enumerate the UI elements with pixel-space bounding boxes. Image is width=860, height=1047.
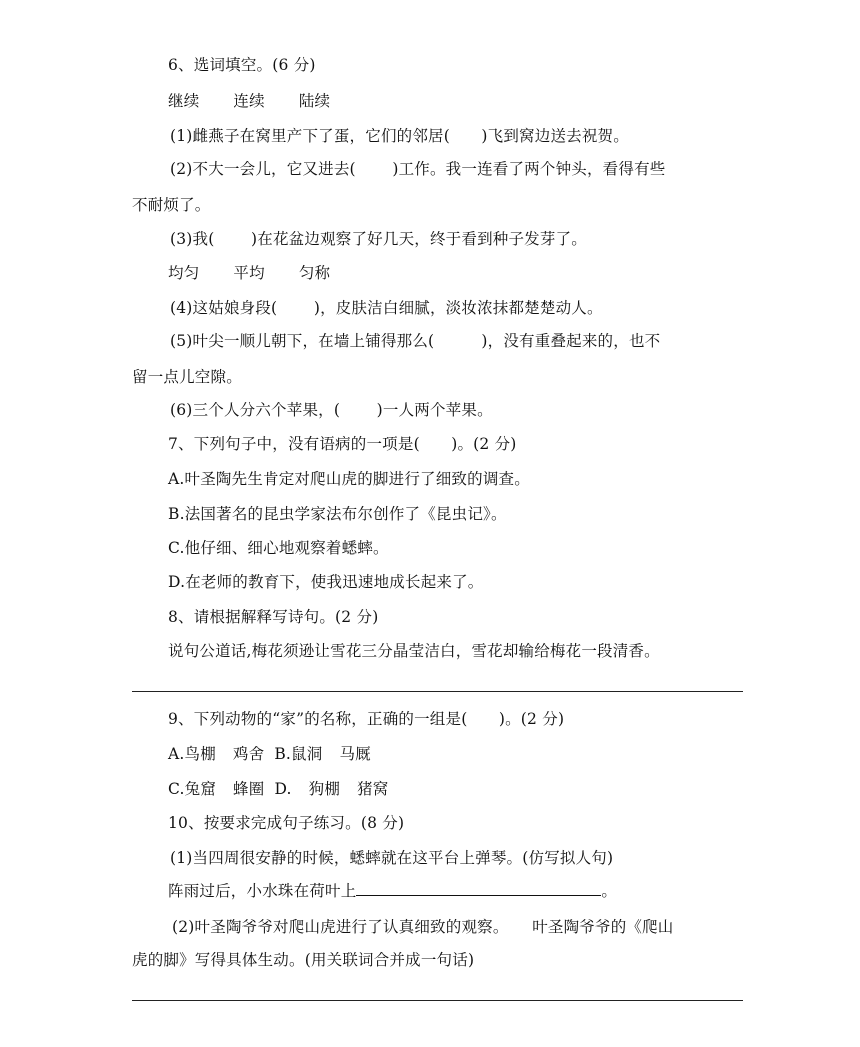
q8-title: 8、请根据解释写诗句。(2 分) (168, 608, 379, 626)
option: 鸡舍 (232, 745, 265, 763)
q9-options-row-1 (168, 744, 371, 764)
option: C.兔窟 (168, 780, 217, 798)
fill-prefix: 阵雨过后，小水珠在荷叶上 (168, 882, 357, 900)
q7-option-c: C.他仔细、细心地观察着蟋蟀。 (168, 539, 389, 557)
q7-option-a: A.叶圣陶先生肯定对爬山虎的脚进行了细致的调查。 (168, 470, 530, 488)
q6-word-bank-2 (168, 263, 364, 283)
q6-sentence-6: (6)三个人分六个苹果，( )一人两个苹果。 (170, 401, 493, 419)
option: 马厩 (339, 745, 371, 763)
q6-title: 6、选词填空。(6 分) (168, 56, 316, 74)
q10-sentence-2: (2)叶圣陶爷爷对爬山虎进行了认真细致的观察。 叶圣陶爷爷的《爬山 (172, 918, 674, 936)
q6-word-bank-1 (168, 91, 364, 111)
answer-line (132, 691, 743, 692)
q7-title: 7、下列句子中，没有语病的一项是( )。(2 分) (168, 435, 517, 453)
q6-sentence-5-cont: 留一点儿空隙。 (132, 368, 242, 386)
option: 猪窝 (357, 780, 389, 798)
word-option: 平均 (233, 264, 265, 282)
option: B.鼠洞 (274, 745, 323, 763)
option: A.鸟棚 (168, 745, 216, 763)
q6-sentence-1: (1)雌燕子在窝里产下了蛋，它们的邻居( )飞到窝边送去祝贺。 (170, 127, 629, 145)
answer-blank[interactable] (356, 881, 601, 896)
q8-explanation: 说句公道话,梅花须逊让雪花三分晶莹洁白，雪花却输给梅花一段清香。 (168, 642, 660, 660)
fill-suffix: 。 (601, 882, 618, 900)
word-option: 连续 (233, 92, 265, 110)
word-option: 匀称 (298, 264, 331, 282)
word-option: 均匀 (168, 264, 200, 282)
q6-sentence-4: (4)这姑娘身段( )，皮肤洁白细腻，淡妆浓抹都楚楚动人。 (170, 299, 603, 317)
word-option: 陆续 (298, 92, 331, 110)
option: 蜂圈 (233, 780, 265, 798)
q10-title: 10、按要求完成句子练习。(8 分) (168, 814, 405, 832)
q9-options-row-2 (168, 779, 388, 799)
q7-option-b: B.法国著名的昆虫学家法布尔创作了《昆虫记》。 (168, 505, 507, 523)
q6-sentence-5: (5)叶尖一顺儿朝下，在墙上铺得那么( )，没有重叠起来的，也不 (170, 332, 661, 350)
option: 狗棚 (308, 780, 341, 798)
word-option: 继续 (168, 92, 200, 110)
q6-sentence-2-cont: 不耐烦了。 (132, 196, 211, 214)
q10-sentence-2-cont: 虎的脚》写得具体生动。(用关联词合并成一句话) (132, 951, 475, 969)
q10-fill-line (168, 881, 617, 901)
option: D. (274, 780, 292, 798)
q10-sentence-1: (1)当四周很安静的时候，蟋蟀就在这平台上弹琴。(仿写拟人句) (170, 849, 614, 867)
q6-sentence-3: (3)我( )在花盆边观察了好几天，终于看到种子发芽了。 (170, 230, 587, 248)
q9-title: 9、下列动物的“家”的名称，正确的一组是( )。(2 分) (168, 710, 565, 728)
q6-sentence-2: (2)不大一会儿，它又进去( )工作。我一连看了两个钟头，看得有些 (170, 160, 666, 178)
q7-option-d: D.在老师的教育下，使我迅速地成长起来了。 (168, 573, 484, 591)
answer-line (132, 1000, 743, 1001)
